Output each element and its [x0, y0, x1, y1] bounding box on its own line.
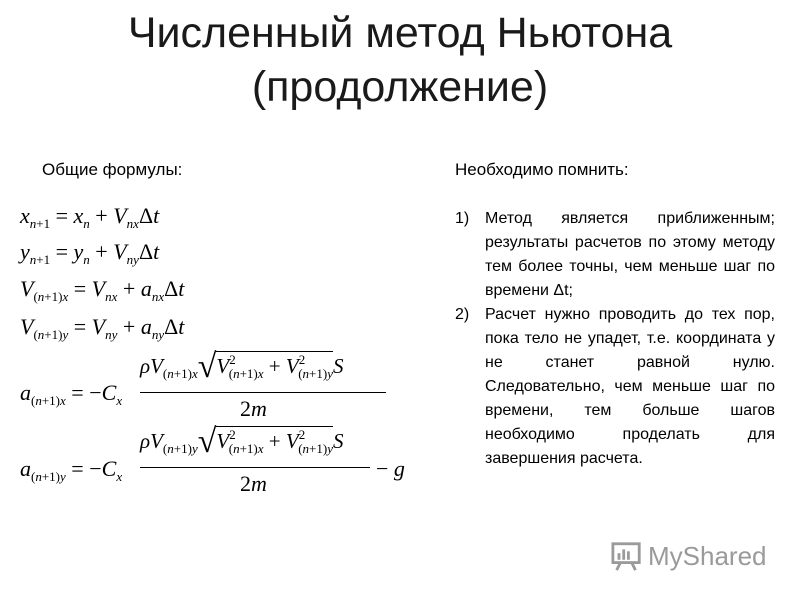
watermark-text: MyShared	[648, 541, 767, 571]
title-line-1: Численный метод Ньютона	[127, 9, 673, 57]
formula-vx-update: $V_{(n+1)x} = V_{nx} + a_{nx}\Delta t$	[20, 276, 185, 304]
formula-vy-update: $V_{(n+1)y} = V_{ny} + a_{ny}\Delta t$	[20, 314, 185, 342]
list-item-text: Метод является приближенным; результаты расчетов по этому методу тем более точны, чем меньше шаг по времени Δt;	[485, 210, 775, 299]
remember-label: Необходимо помнить:	[455, 160, 629, 179]
formula-x-update: $x_{n+1} = x_n + V_{nx}\Delta t$	[20, 203, 160, 231]
list-item-number: 2)	[455, 306, 470, 323]
slide-title	[0, 6, 800, 114]
list-item	[455, 207, 775, 303]
formula-y-update: $y_{n+1} = y_n + V_{ny}\Delta t$	[20, 239, 160, 267]
presentation-board-icon	[610, 540, 644, 572]
remember-list	[455, 207, 775, 471]
title-line-2: (продолжение)	[251, 63, 549, 111]
list-item-number: 1)	[455, 210, 470, 227]
list-item	[455, 303, 775, 471]
formulas-label: Общие формулы:	[42, 160, 183, 179]
list-item-text: Расчет нужно проводить до тех пор, пока тело не упадет, т.е. координата y не станет равной нулю. Следовательно, чем меньше шаг по времени, тем больше шагов необходимо проделать для завершения расчета.	[485, 306, 775, 467]
